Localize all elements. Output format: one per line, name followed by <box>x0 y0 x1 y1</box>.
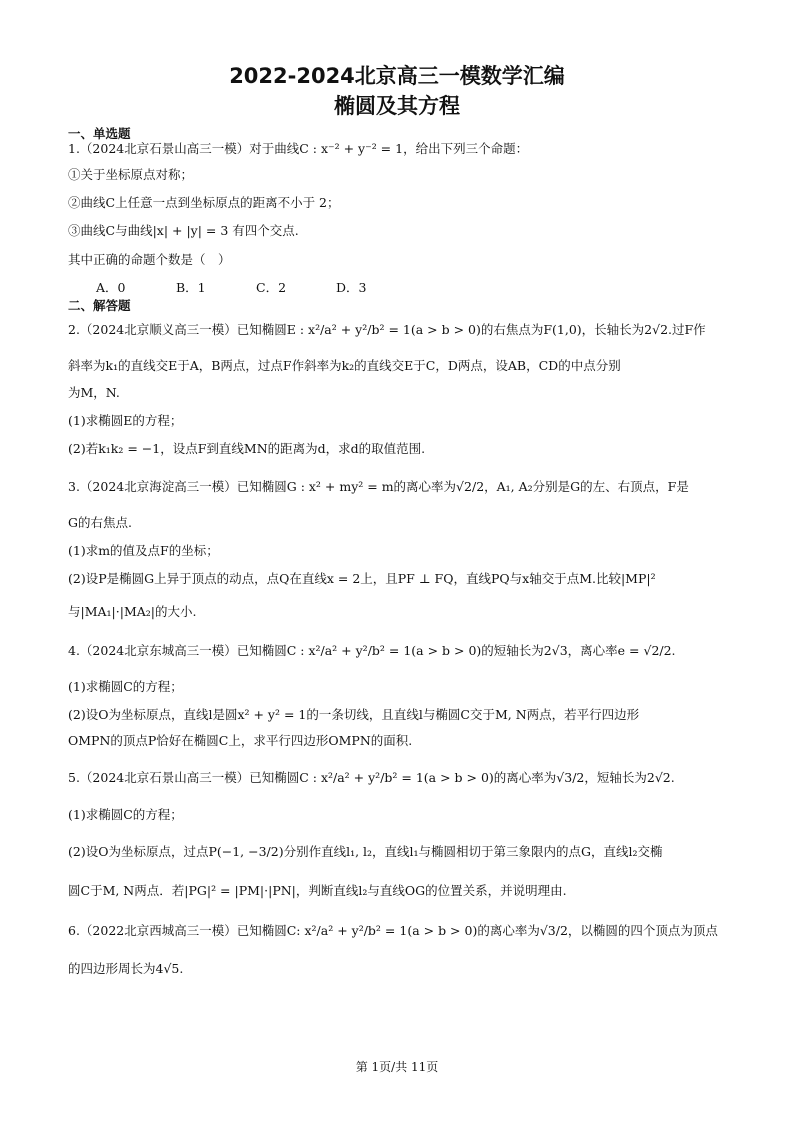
option-a: A．0 <box>96 280 126 295</box>
q3-line-2: G的右焦点. <box>68 515 132 530</box>
q2-part-2: (2)若k₁k₂ = −1，设点F到直线MN的距离为d，求d的取值范围. <box>68 441 426 456</box>
q4-part-2-b: OMPN的顶点P恰好在椭圆C上，求平行四边形OMPN的面积. <box>68 733 413 748</box>
option-b: B．1 <box>176 280 206 295</box>
q1-question: 其中正确的命题个数是（ ） <box>68 252 231 267</box>
q1-options <box>96 278 416 296</box>
section-answer: 二、解答题 <box>68 298 131 313</box>
q1-statement-1: ①关于坐标原点对称； <box>68 167 194 182</box>
q5-part-2-b: 圆C于M, N两点．若|PG|² = |PM|·|PN|，判断直线l₂与直线OG的位置关系，并说明理由. <box>68 883 567 898</box>
q1-statement-2: ②曲线C上任意一点到坐标原点的距离不小于 2； <box>68 195 340 210</box>
q6-line-1: 6.（2022北京西城高三一模）已知椭圆C: x²/a² + y²/b² = 1(a > b > 0)的离心率为√3/2，以椭圆的四个顶点为顶点 <box>68 923 718 938</box>
option-d: D．3 <box>336 280 367 295</box>
q6-line-2: 的四边形周长为4√5. <box>68 961 184 976</box>
q3-line-1: 3.（2024北京海淀高三一模）已知椭圆G : x² + my² = m的离心率为√2/2，A₁, A₂分别是G的左、右顶点，F是 <box>68 479 689 494</box>
q3-part-1: (1)求m的值及点F的坐标； <box>68 543 219 558</box>
q3-part-2-b: 与|MA₁|·|MA₂|的大小. <box>68 604 197 619</box>
q1-stem: 1.（2024北京石景山高三一模）对于曲线C : x⁻² + y⁻² = 1，给出下列三个命题： <box>68 141 529 156</box>
q2-line-2: 斜率为k₁的直线交E于A，B两点，过点F作斜率为k₂的直线交E于C，D两点，设AB，CD的中点分别 <box>68 358 621 373</box>
q5-line-1: 5.（2024北京石景山高三一模）已知椭圆C : x²/a² + y²/b² = 1(a > b > 0)的离心率为√3/2，短轴长为2√2. <box>68 770 675 785</box>
page-footer: 第 1页/共 11页 <box>355 1060 439 1074</box>
option-c: C．2 <box>256 280 287 295</box>
q3-part-2-a: (2)设P是椭圆G上异于顶点的动点，点Q在直线x = 2上，且PF ⊥ FQ，直线PQ与x轴交于点M.比较|MP|² <box>68 571 656 586</box>
q1-statement-3: ③曲线C与曲线|x| + |y| = 3 有四个交点. <box>68 223 299 238</box>
q4-part-1: (1)求椭圆C的方程； <box>68 679 183 694</box>
q2-part-1: (1)求椭圆E的方程； <box>68 413 183 428</box>
q2-line-1: 2.（2024北京顺义高三一模）已知椭圆E : x²/a² + y²/b² = 1(a > b > 0)的右焦点为F(1,0)，长轴长为2√2.过F作 <box>68 322 706 337</box>
section-single-choice: 一、单选题 <box>68 126 131 141</box>
document-title: 2022-2024北京高三一模数学汇编 <box>229 64 565 88</box>
q5-part-2-a: (2)设O为坐标原点，过点P(−1, −3/2)分别作直线l₁, l₂，直线l₁与椭圆相切于第三象限内的点G，直线l₂交椭 <box>68 844 663 859</box>
q2-line-3: 为M，N. <box>68 385 120 400</box>
q4-line-1: 4.（2024北京东城高三一模）已知椭圆C : x²/a² + y²/b² = 1(a > b > 0)的短轴长为2√3，离心率e = √2/2. <box>68 643 676 658</box>
q5-part-1: (1)求椭圆C的方程； <box>68 807 183 822</box>
q4-part-2-a: (2)设O为坐标原点，直线l是圆x² + y² = 1的一条切线，且直线l与椭圆C交于M, N两点，若平行四边形 <box>68 707 640 722</box>
document-subtitle: 椭圆及其方程 <box>334 94 460 118</box>
